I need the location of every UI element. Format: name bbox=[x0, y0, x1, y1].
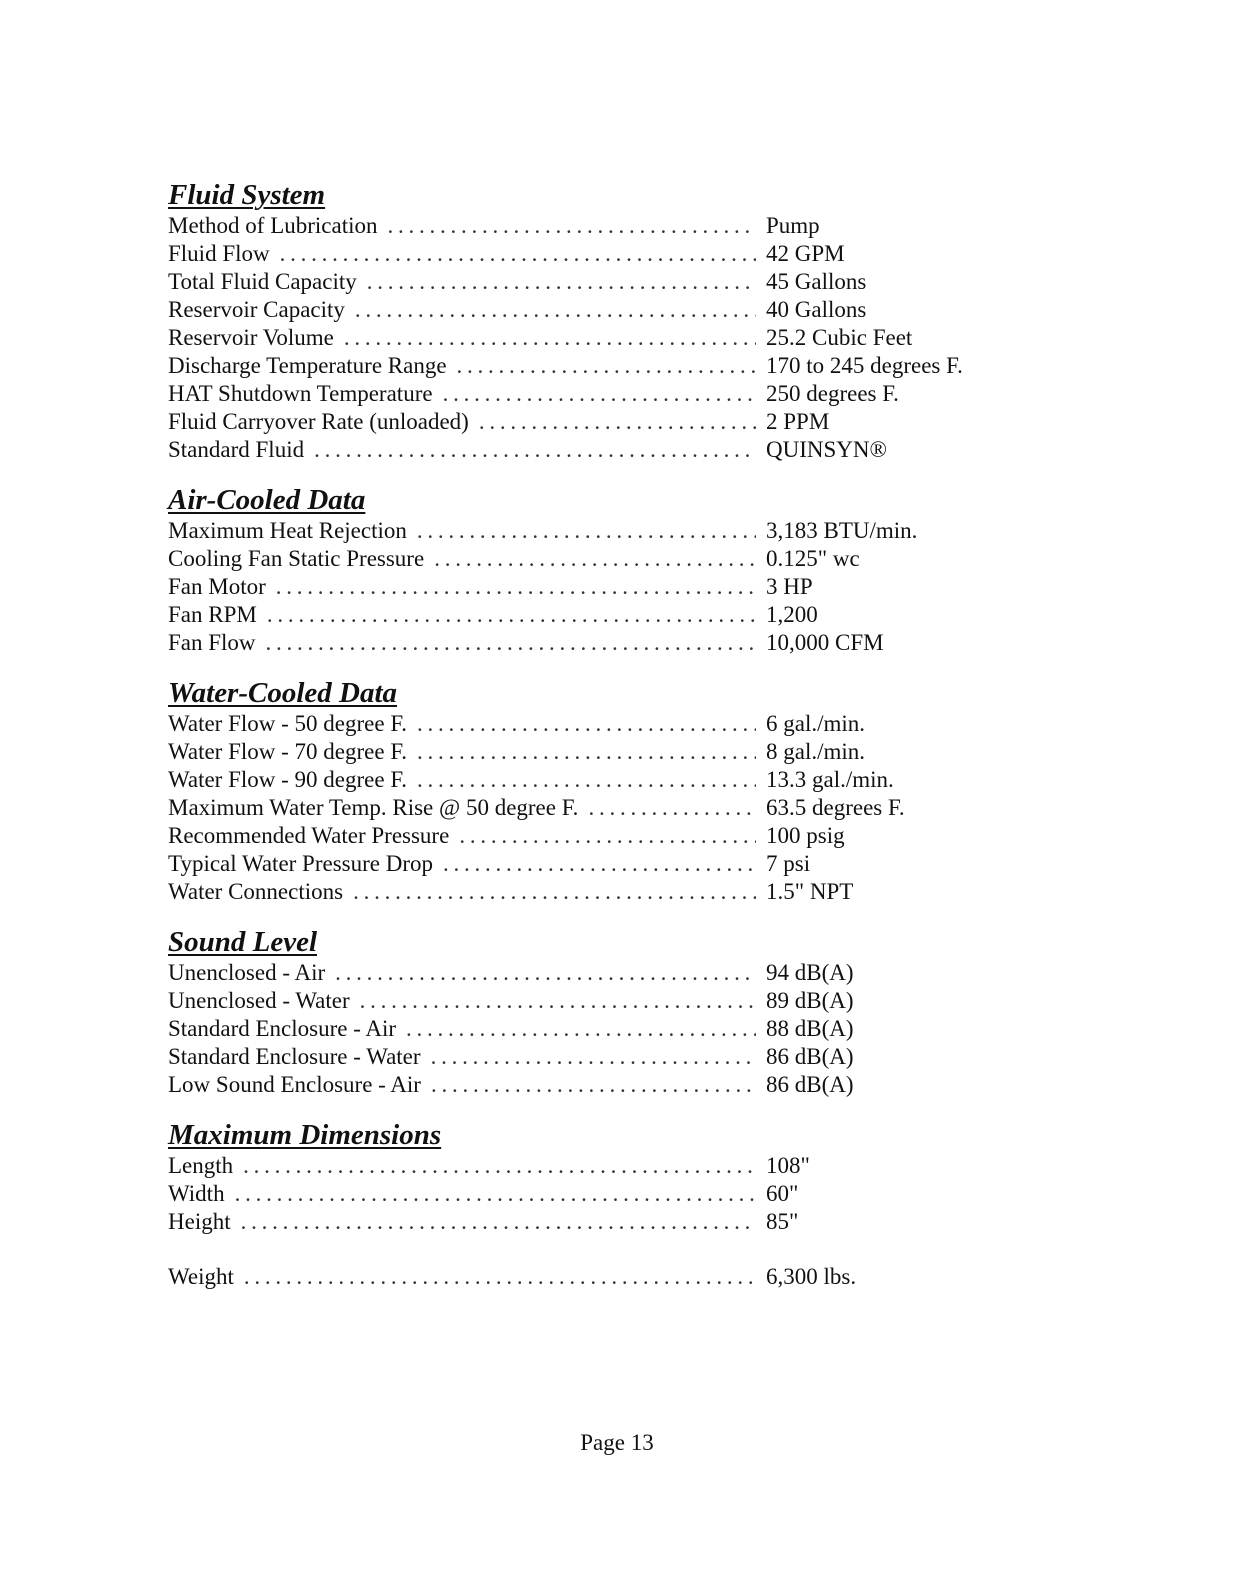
spec-value: 1.5" NPT bbox=[766, 879, 854, 904]
spec-value: 6,300 lbs. bbox=[766, 1264, 857, 1289]
spec-value: 42 GPM bbox=[766, 241, 845, 266]
spec-label: Maximum Water Temp. Rise @ 50 degree F. bbox=[168, 795, 579, 820]
spec-section bbox=[168, 1118, 998, 1291]
spec-label: Unenclosed - Air bbox=[168, 960, 326, 985]
dot-leader bbox=[266, 629, 756, 657]
dot-leader bbox=[235, 1180, 756, 1208]
dot-leader bbox=[443, 380, 756, 408]
spec-value: 25.2 Cubic Feet bbox=[766, 325, 913, 350]
spec-label: Water Flow - 50 degree F. bbox=[168, 711, 408, 736]
spec-value: 60" bbox=[766, 1181, 799, 1206]
dot-leader bbox=[353, 878, 756, 906]
spec-label: Water Connections bbox=[168, 879, 344, 904]
dot-leader bbox=[457, 352, 756, 380]
dot-leader bbox=[431, 1071, 756, 1099]
spec-label: Water Flow - 70 degree F. bbox=[168, 739, 408, 764]
spec-label: Unenclosed - Water bbox=[168, 988, 350, 1013]
spec-row bbox=[168, 878, 998, 906]
spec-label: Length bbox=[168, 1153, 234, 1178]
spec-row bbox=[168, 573, 998, 601]
dot-leader bbox=[588, 794, 756, 822]
spec-sheet bbox=[168, 178, 998, 1310]
dot-leader bbox=[479, 408, 756, 436]
spec-label: Typical Water Pressure Drop bbox=[168, 851, 434, 876]
spec-value: 1,200 bbox=[766, 602, 818, 627]
spec-value: 45 Gallons bbox=[766, 269, 867, 294]
spec-row bbox=[168, 710, 998, 738]
dot-leader bbox=[417, 766, 756, 794]
spec-row bbox=[168, 352, 998, 380]
spec-row bbox=[168, 822, 998, 850]
spec-row bbox=[168, 212, 998, 240]
dot-leader bbox=[276, 573, 756, 601]
spec-label: Reservoir Capacity bbox=[168, 297, 345, 322]
spec-label: Maximum Heat Rejection bbox=[168, 518, 407, 543]
spec-value: 0.125" wc bbox=[766, 546, 860, 571]
dot-leader bbox=[431, 1043, 756, 1071]
spec-value: 63.5 degrees F. bbox=[766, 795, 905, 820]
dot-leader bbox=[417, 738, 756, 766]
spec-label: Standard Fluid bbox=[168, 437, 305, 462]
section-title: Fluid System bbox=[168, 179, 326, 211]
spec-value: 88 dB(A) bbox=[766, 1016, 854, 1041]
spec-row bbox=[168, 380, 998, 408]
spec-label: Width bbox=[168, 1181, 225, 1206]
spec-label: Total Fluid Capacity bbox=[168, 269, 357, 294]
section-title: Sound Level bbox=[168, 926, 318, 958]
dot-leader bbox=[434, 545, 756, 573]
spec-label: Water Flow - 90 degree F. bbox=[168, 767, 408, 792]
spec-value: 94 dB(A) bbox=[766, 960, 854, 985]
spec-row bbox=[168, 1043, 998, 1071]
dot-leader bbox=[355, 296, 756, 324]
spec-label: Standard Enclosure - Water bbox=[168, 1044, 421, 1069]
spec-label: Fluid Flow bbox=[168, 241, 270, 266]
dot-leader bbox=[344, 324, 756, 352]
spec-label: Height bbox=[168, 1209, 231, 1234]
spec-row bbox=[168, 324, 998, 352]
spec-label: HAT Shutdown Temperature bbox=[168, 381, 433, 406]
spec-label: Fan Motor bbox=[168, 574, 266, 599]
spec-value: 3 HP bbox=[766, 574, 813, 599]
dot-leader bbox=[335, 959, 756, 987]
spec-label: Fluid Carryover Rate (unloaded) bbox=[168, 409, 469, 434]
spec-row bbox=[168, 296, 998, 324]
dot-leader bbox=[417, 517, 756, 545]
spec-row bbox=[168, 436, 998, 464]
spec-label: Fan RPM bbox=[168, 602, 257, 627]
spec-value: 170 to 245 degrees F. bbox=[766, 353, 963, 378]
dot-leader bbox=[243, 1152, 756, 1180]
spec-row bbox=[168, 601, 998, 629]
spec-label: Recommended Water Pressure bbox=[168, 823, 450, 848]
spec-value: 3,183 BTU/min. bbox=[766, 518, 918, 543]
spec-row bbox=[168, 545, 998, 573]
spec-row bbox=[168, 1263, 998, 1291]
dot-leader bbox=[406, 1015, 756, 1043]
dot-leader bbox=[367, 268, 756, 296]
dot-leader bbox=[443, 850, 756, 878]
spec-value: 2 PPM bbox=[766, 409, 830, 434]
spec-value: 86 dB(A) bbox=[766, 1072, 854, 1097]
spec-row bbox=[168, 987, 998, 1015]
page-number: Page 13 bbox=[580, 1430, 654, 1455]
spec-label: Method of Lubrication bbox=[168, 213, 378, 238]
spec-value: 7 psi bbox=[766, 851, 811, 876]
spec-row bbox=[168, 850, 998, 878]
spec-row bbox=[168, 629, 998, 657]
spec-value: 40 Gallons bbox=[766, 297, 867, 322]
spec-row bbox=[168, 1180, 998, 1208]
dot-leader bbox=[388, 212, 756, 240]
dot-leader bbox=[314, 436, 756, 464]
spec-row bbox=[168, 1071, 998, 1099]
spec-section bbox=[168, 178, 998, 464]
spec-label: Weight bbox=[168, 1264, 234, 1289]
spec-row bbox=[168, 766, 998, 794]
dot-leader bbox=[244, 1263, 756, 1291]
spec-row bbox=[168, 1208, 998, 1236]
section-title: Air-Cooled Data bbox=[168, 484, 366, 516]
spec-value: 250 degrees F. bbox=[766, 381, 899, 406]
spec-value: 10,000 CFM bbox=[766, 630, 884, 655]
spec-row bbox=[168, 408, 998, 436]
spec-value: 100 psig bbox=[766, 823, 845, 848]
spec-section bbox=[168, 483, 998, 657]
spec-label: Standard Enclosure - Air bbox=[168, 1016, 397, 1041]
spec-label: Reservoir Volume bbox=[168, 325, 334, 350]
spec-section bbox=[168, 925, 998, 1099]
spec-row bbox=[168, 1015, 998, 1043]
spec-value: 13.3 gal./min. bbox=[766, 767, 894, 792]
dot-leader bbox=[459, 822, 756, 850]
spec-value: 108" bbox=[766, 1153, 810, 1178]
spec-section bbox=[168, 676, 998, 906]
section-title: Water-Cooled Data bbox=[168, 677, 398, 709]
spec-row bbox=[168, 240, 998, 268]
spec-row bbox=[168, 517, 998, 545]
spec-label: Discharge Temperature Range bbox=[168, 353, 447, 378]
dot-leader bbox=[417, 710, 756, 738]
spec-value: 85" bbox=[766, 1209, 799, 1234]
spec-row bbox=[168, 959, 998, 987]
dot-leader bbox=[360, 987, 756, 1015]
spec-value: Pump bbox=[766, 213, 820, 238]
dot-leader bbox=[241, 1208, 756, 1236]
spec-value: 86 dB(A) bbox=[766, 1044, 854, 1069]
spec-value: 8 gal./min. bbox=[766, 739, 866, 764]
spec-row bbox=[168, 738, 998, 766]
spec-row bbox=[168, 268, 998, 296]
spec-value: QUINSYN® bbox=[766, 437, 887, 462]
spec-label: Fan Flow bbox=[168, 630, 256, 655]
spec-value: 6 gal./min. bbox=[766, 711, 866, 736]
spec-row bbox=[168, 794, 998, 822]
dot-leader bbox=[267, 601, 756, 629]
spec-label: Cooling Fan Static Pressure bbox=[168, 546, 425, 571]
spec-row bbox=[168, 1152, 998, 1180]
dot-leader bbox=[280, 240, 756, 268]
spec-value: 89 dB(A) bbox=[766, 988, 854, 1013]
spec-label: Low Sound Enclosure - Air bbox=[168, 1072, 421, 1097]
section-title: Maximum Dimensions bbox=[168, 1119, 442, 1151]
